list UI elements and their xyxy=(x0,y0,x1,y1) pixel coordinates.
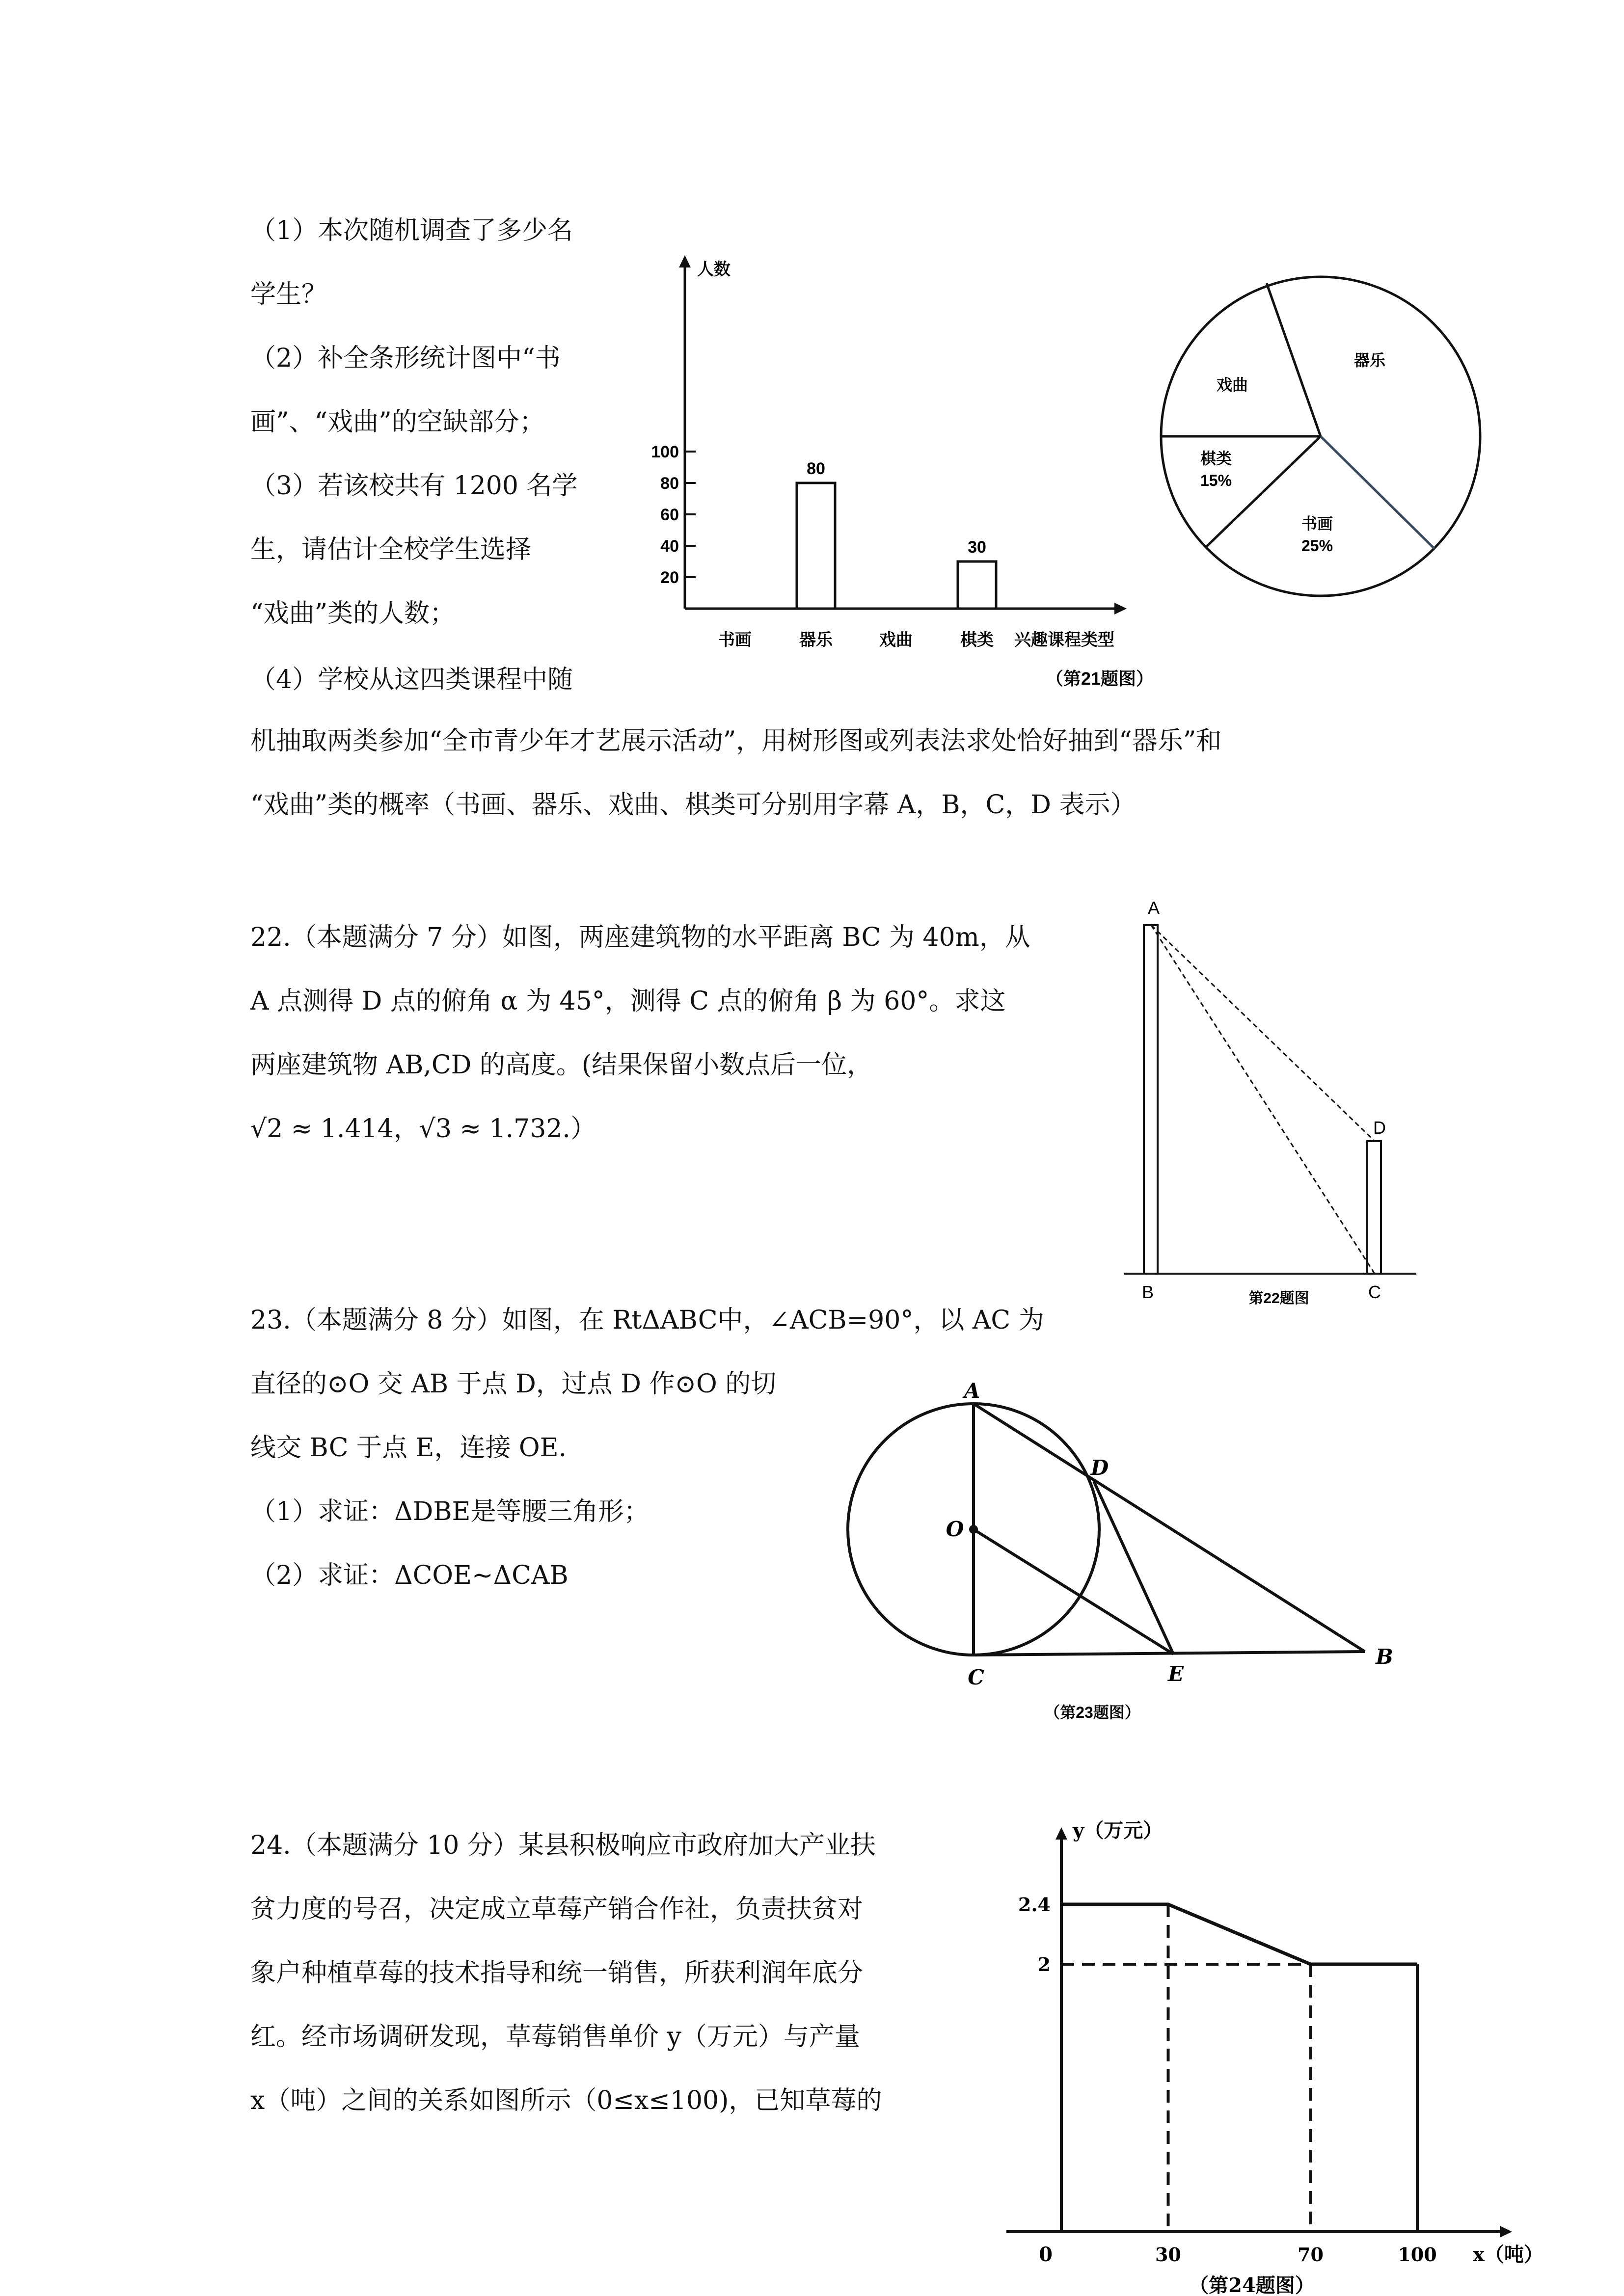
q21-line-1: （1）本次随机调查了多少名 xyxy=(250,216,573,245)
q22-figure xyxy=(1119,888,1434,1320)
q23-label-o: O xyxy=(946,1517,964,1541)
q21-line-3: （2）补全条形统计图中“书 xyxy=(250,344,561,373)
q24-price-line xyxy=(1061,1904,1417,1964)
segment-ab xyxy=(974,1404,1365,1652)
pie-pct-qilei: 15% xyxy=(1200,472,1232,489)
q22-line-1: 22.（本题满分 7 分）如图，两座建筑物的水平距离 BC 为 40m，从 xyxy=(250,923,1030,952)
pie-label-qiyue: 器乐 xyxy=(1353,351,1386,369)
bar-y-tick-label: 40 xyxy=(660,537,679,556)
q22-line-4: √2 ≈ 1.414，√3 ≈ 1.732.） xyxy=(250,1114,596,1144)
pie-divider-1 xyxy=(1267,283,1321,436)
q24-line-1: 24.（本题满分 10 分）某县积极响应市政府加大产业扶 xyxy=(250,1831,876,1860)
q23-line-1: 23.（本题满分 8 分）如图，在 RtΔABC中，∠ACB=90°，以 AC 为 xyxy=(250,1306,1044,1335)
bar-y-label: 人数 xyxy=(697,260,731,279)
q23-label-c: C xyxy=(968,1665,984,1689)
bar-y-arrow xyxy=(679,255,691,267)
q23-caption: （第23题图） xyxy=(1044,1704,1140,1721)
bar-category-label: 书画 xyxy=(718,631,752,649)
center-o-dot xyxy=(969,1525,978,1534)
bar-x-arrow xyxy=(1114,603,1127,614)
q21-line-9: 机抽取两类参加“全市青少年才艺展示活动”，用树形图或列表法求处恰好抽到“器乐”和 xyxy=(250,726,1222,756)
q22-line-2: A 点测得 D 点的俯角 α 为 45°，测得 C 点的俯角 β 为 60°。求这 xyxy=(250,987,1006,1016)
q23-line-2: 直径的⊙O 交 AB 于点 D，过点 D 作⊙O 的切 xyxy=(250,1369,777,1399)
q24-caption: （第24题图） xyxy=(1189,2274,1315,2296)
q24-x-tick-label: 70 xyxy=(1298,2243,1324,2266)
q22-label-d: D xyxy=(1373,1118,1386,1138)
q23-label-d: D xyxy=(1090,1456,1109,1480)
pie-pct-shuhua: 25% xyxy=(1301,537,1333,555)
q23-label-b: B xyxy=(1376,1645,1393,1669)
q23-label-e: E xyxy=(1167,1662,1184,1686)
q24-y-tick-label: 2 xyxy=(1037,1953,1051,1976)
sight-line-ad xyxy=(1151,925,1375,1141)
q24-origin-label: 0 xyxy=(1039,2243,1053,2266)
q21-line-2: 学生？ xyxy=(250,280,327,309)
bar-value-label: 80 xyxy=(807,459,825,478)
q24-x-tick-label: 30 xyxy=(1155,2243,1181,2266)
bar-x-label: 兴趣课程类型 xyxy=(1014,631,1114,649)
pie-divider-4 xyxy=(1321,436,1435,549)
q24-x-arrow xyxy=(1500,2226,1512,2238)
building-cd xyxy=(1367,1141,1381,1274)
pie-label-shuhua: 书画 xyxy=(1301,515,1333,533)
q24-line-4: 红。经市场调研发现，草莓销售单价 y（万元）与产量 xyxy=(250,2022,860,2052)
bar-y-tick-label: 80 xyxy=(660,474,679,493)
q24-x-tick-label: 100 xyxy=(1398,2243,1437,2266)
q23-label-a: A xyxy=(964,1379,980,1403)
bar-2 xyxy=(797,483,835,609)
bar-y-tick-label: 100 xyxy=(651,443,679,461)
q22-label-a: A xyxy=(1147,898,1160,918)
q23-line-5: （2）求证：ΔCOE~ΔCAB xyxy=(250,1561,568,1590)
q24-x-label: x（吨） xyxy=(1473,2243,1543,2266)
bar-4 xyxy=(958,561,996,609)
q24-line-2: 贫力度的号召，决定成立草莓产销合作社，负责扶贫对 xyxy=(250,1895,864,1924)
bar-category-label: 棋类 xyxy=(960,631,994,649)
pie-label-xiqu: 戏曲 xyxy=(1216,376,1248,394)
q21-line-4: 画”、“戏曲”的空缺部分； xyxy=(250,407,545,437)
q23-line-4: （1）求证：ΔDBE是等腰三角形； xyxy=(250,1497,650,1526)
q21-line-6: 生，请估计全校学生选择 xyxy=(250,535,532,564)
q22-caption: 第22题图 xyxy=(1248,1290,1309,1307)
q21-pie-chart xyxy=(1149,275,1492,609)
building-ab xyxy=(1144,925,1158,1274)
q23-line-3: 线交 BC 于点 E，连接 OE. xyxy=(250,1433,567,1463)
bar-category-label: 戏曲 xyxy=(879,631,913,649)
q21-line-8: （4）学校从这四类课程中随 xyxy=(250,665,573,694)
q24-graph xyxy=(1001,1811,1561,2296)
bar-y-tick-label: 60 xyxy=(660,506,679,524)
bar-category-label: 器乐 xyxy=(799,631,833,649)
q21-caption: （第21题图） xyxy=(1045,668,1154,689)
q24-y-arrow xyxy=(1056,1827,1067,1840)
q21-bar-chart xyxy=(638,245,1178,697)
q21-line-10: “戏曲”类的概率（书画、器乐、戏曲、棋类可分别用字幕 A，B，C，D 表示） xyxy=(250,790,1136,820)
q22-label-b: B xyxy=(1141,1282,1154,1302)
q21-line-7: “戏曲”类的人数； xyxy=(250,599,456,628)
pie-label-qilei: 棋类 xyxy=(1200,450,1232,467)
bar-y-tick-label: 20 xyxy=(660,568,679,587)
q24-y-label: y（万元） xyxy=(1073,1819,1163,1842)
q22-line-3: 两座建筑物 AB,CD 的高度。(结果保留小数点后一位， xyxy=(250,1050,873,1080)
q24-line-5: x（吨）之间的关系如图所示（0≤x≤100)，已知草莓的 xyxy=(250,2086,882,2115)
q21-line-5: （3）若该校共有 1200 名学 xyxy=(250,471,578,501)
bar-value-label: 30 xyxy=(968,538,986,557)
q22-label-c: C xyxy=(1368,1282,1381,1302)
sight-line-ac xyxy=(1151,925,1375,1274)
q23-figure xyxy=(835,1364,1424,1728)
q24-line-3: 象户种植草莓的技术指导和统一销售，所获利润年底分 xyxy=(250,1958,864,1988)
q24-y-tick-label: 2.4 xyxy=(1018,1894,1051,1916)
